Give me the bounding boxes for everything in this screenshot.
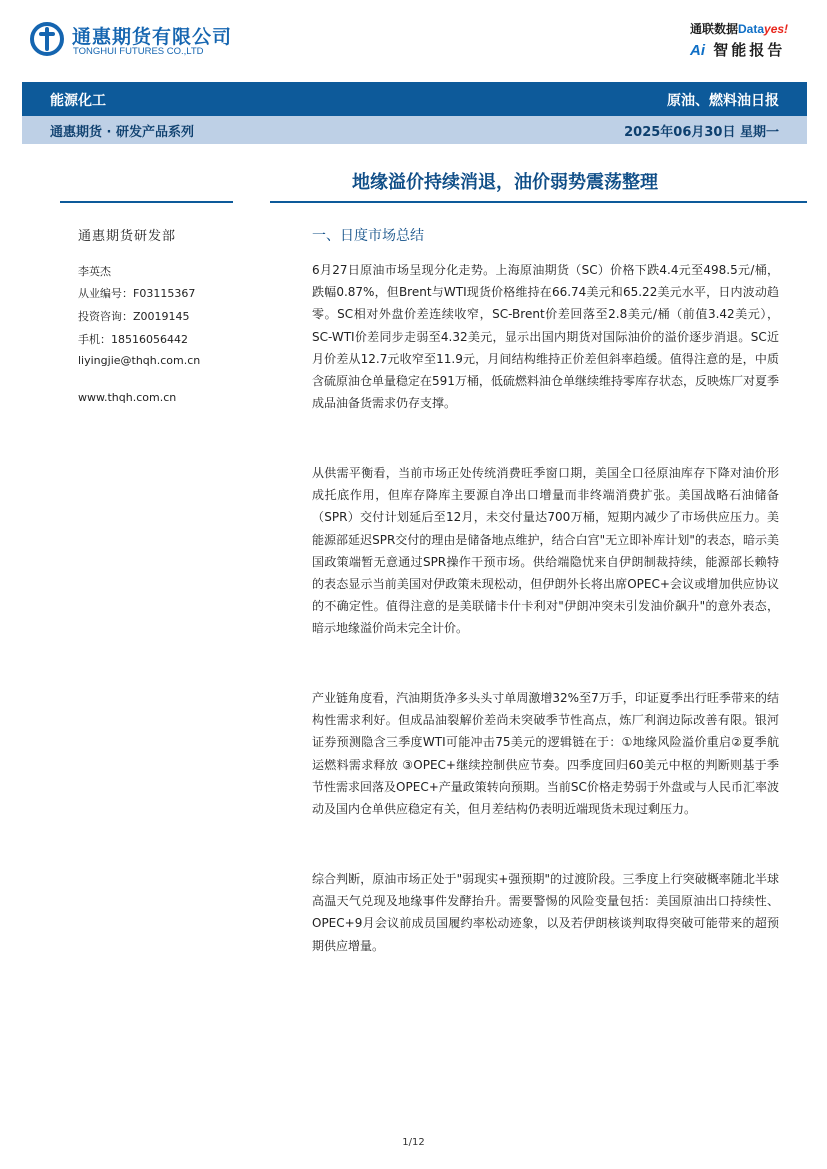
department-name: 通惠期货研发部 xyxy=(78,229,177,244)
content-divider xyxy=(270,201,807,203)
paragraph-4: 综合判断，原油市场正处于"弱现实+强预期"的过渡阶段。三季度上行突破概率随北半球高温天气兑现及地缘事件发酵抬升。需要警惕的风险变量包括：美国原油出口持续性、OPEC+9月会议前成员国履约率松动迹象，以及若伊朗核谈判取得突破可能带来的超预期供应增量。 xyxy=(312,872,779,953)
company-name-en: TONGHUI FUTURES CO.,LTD xyxy=(73,46,204,57)
analyst-name: 李英杰 xyxy=(78,265,111,278)
email-link[interactable]: liyingjie@thqh.com.cn xyxy=(78,354,201,367)
company-name-cn: 通惠期货有限公司 xyxy=(72,26,233,48)
ai-report-label xyxy=(690,39,785,60)
employee-number: 从业编号：F03115367 xyxy=(78,287,196,300)
company-logo-icon xyxy=(30,22,64,56)
datayes-brand: Data xyxy=(738,22,765,36)
website-link[interactable]: www.thqh.com.cn xyxy=(78,391,177,404)
datayes-logo xyxy=(690,20,788,37)
paragraph-2: 从供需平衡看，当前市场正处传统消费旺季窗口期，美国全口径原油库存下降对油价形成托底作用，但库存降库主要源自净出口增量而非终端消费扩张。美国战略石油储备（SPR）交付计划延后至12月，未交付量达700万桶，短期内减少了市场供应压力。美能源部延迟SPR交付的理由是储备地点维护，结合白宫"无立即补库计划"的表态，暗示美国政策端暂无意通过SPR操作干预市场。供给端隐忧来自伊朗制裁持续，能源部长赖特的表态显示当前美国对伊政策未现松动，但伊朗外长将出席OPEC+会议或增加供应协议的不确定性。值得注意的是美联储卡什卡利对"伊朗冲突未引发油价飙升"的意外表态，暗示地缘溢价尚未完全计价。 xyxy=(312,466,779,636)
category-label: 能源化工 xyxy=(50,93,106,109)
page-number: 1/12 xyxy=(402,1137,425,1148)
ai-label: 智能报告 xyxy=(713,41,786,59)
report-date: 2025年06月30日 星期一 xyxy=(624,125,779,140)
category-band xyxy=(22,82,807,116)
paragraph-1: 6月27日原油市场呈现分化走势。上海原油期货（SC）价格下跌4.4元至498.5元/桶，跌幅0.87%，但Brent与WTI现货价格维持在66.74美元和65.22美元水平，日内波动趋零。SC相对外盘价差连续收窄，SC-Brent价差回落至2.8美元/桶（前值3.42美元），SC-WTI价差同步走弱至4.32美元，显示出国内期货对国际油价的溢价逐步消退。SC近月价差从12.7元收窄至11.9元，月间结构维持正价差但斜率趋缓。值得注意的是，中质含硫原油仓单量稳定在591万桶，低硫燃料油仓单继续维持零库存状态，反映炼厂对夏季成品油备货需求仍存支撑。 xyxy=(312,263,779,411)
datayes-prefix: 通联数据 xyxy=(690,22,739,36)
paragraph-3: 产业链角度看，汽油期货净多头头寸单周激增32%至7万手，印证夏季出行旺季带来的结构性需求利好。但成品油裂解价差尚未突破季节性高点，炼厂利润边际改善有限。银河证券预测隐含三季度WTI可能冲击75美元的逻辑链在于：①地缘风险溢价重启②夏季航运燃料需求释放 ③OPEC+继续控制供应节奏。四季度回归60美元中枢的判断则基于季节性需求回落及OPEC+产量政策转向预期。当前SC价格走势弱于外盘或与人民币汇率波动及国内仓单供应稳定有关，但月差结构仍表明近端现货未现过剩压力。 xyxy=(312,691,779,817)
sidebar-divider xyxy=(60,201,233,203)
ai-mark: Ai xyxy=(690,42,705,59)
section-title: 一、日度市场总结 xyxy=(312,228,424,244)
report-type-label: 原油、燃料油日报 xyxy=(667,93,779,109)
phone-number: 手机：18516056442 xyxy=(78,333,188,346)
advisory-number: 投资咨询：Z0019145 xyxy=(78,310,190,323)
datayes-brand-accent: yes! xyxy=(764,22,789,36)
series-label: 通惠期货 · 研发产品系列 xyxy=(50,125,194,140)
report-title: 地缘溢价持续消退，油价弱势震荡整理 xyxy=(352,172,658,193)
series-band xyxy=(22,116,807,144)
